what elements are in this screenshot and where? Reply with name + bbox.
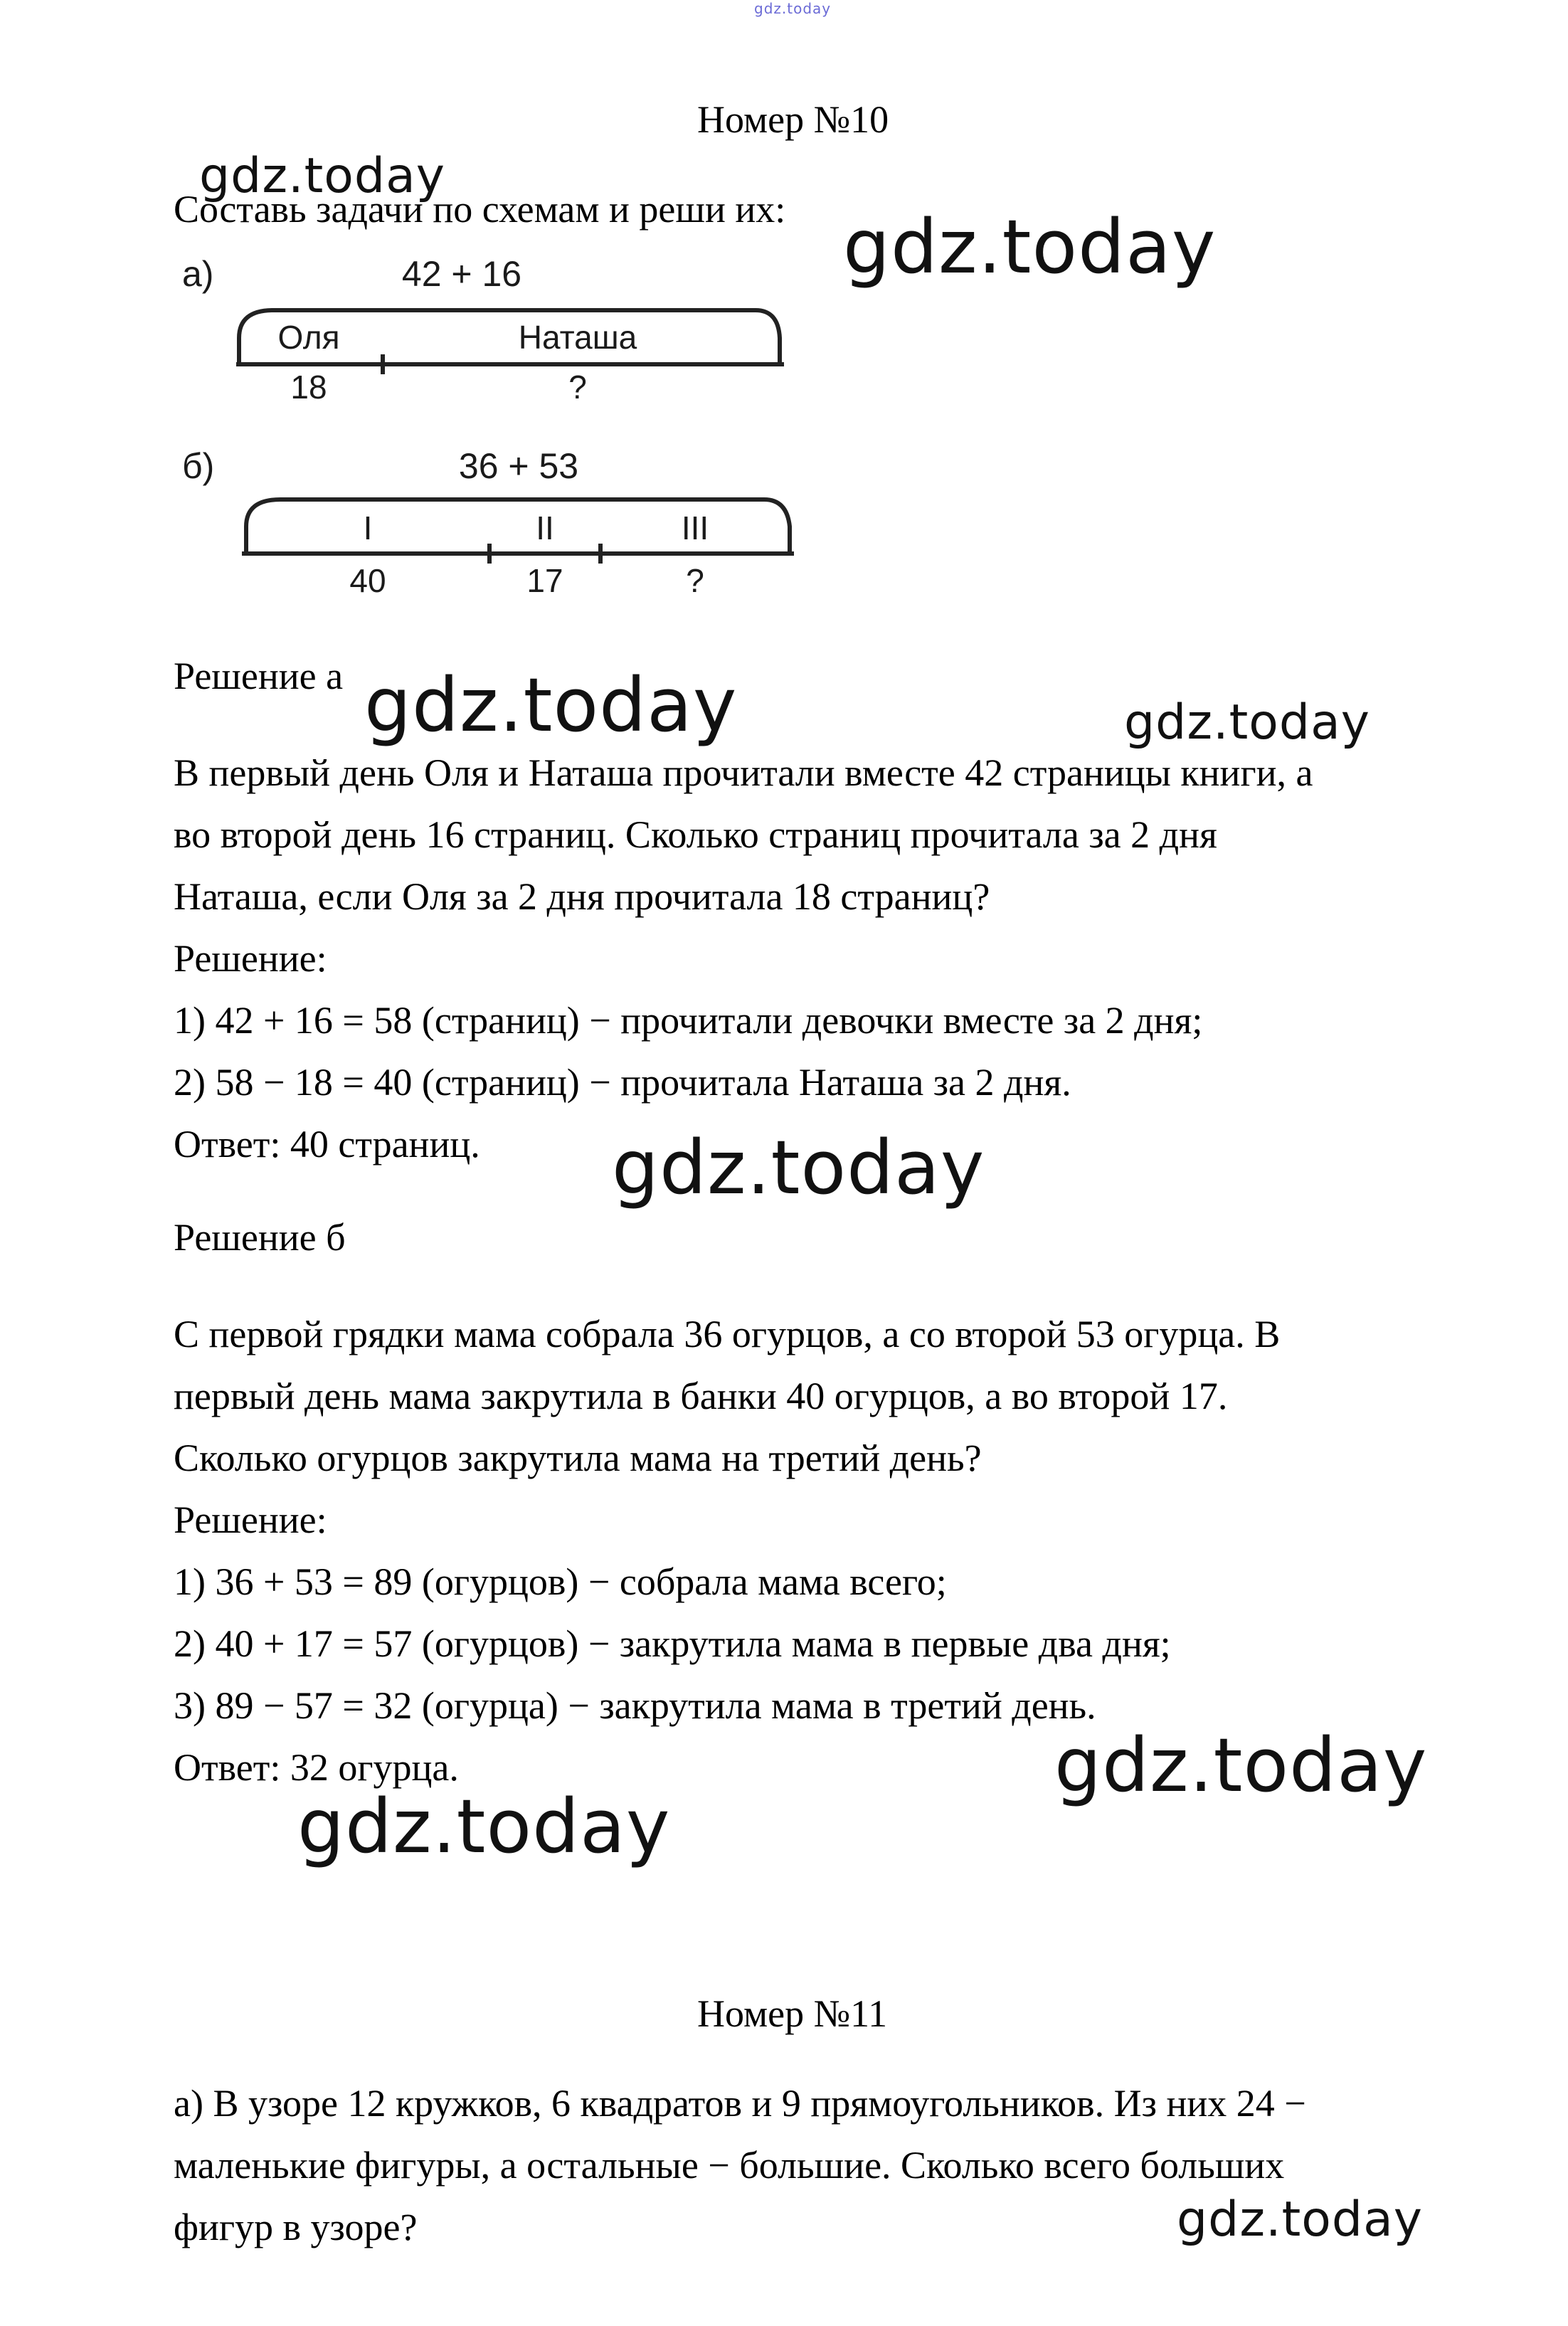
diagram-b-part2-value: 17 — [526, 562, 563, 599]
solution-a-heading: Решение а — [174, 655, 344, 697]
diagram-b — [174, 434, 814, 605]
diagram-b-total: 36 + 53 — [458, 446, 579, 486]
solution-a-text-line: Наташа, если Оля за 2 дня прочитала 18 страниц? — [174, 875, 990, 918]
watermark: gdz.today — [199, 148, 445, 204]
section-11-text-line: маленькие фигуры, а остальные − большие. Сколько всего больших — [174, 2144, 1285, 2187]
diagram-b-part2-name: II — [536, 509, 554, 546]
solution-a-step: 2) 58 − 18 = 40 (страниц) − прочитала Наташа за 2 дня. — [174, 1061, 1071, 1104]
diagram-b-part3-value: ? — [686, 562, 704, 599]
diagram-a-total: 42 + 16 — [401, 254, 522, 294]
header-watermark: gdz.today — [754, 0, 832, 17]
diagram-a-part1-name: Оля — [277, 319, 340, 356]
diagram-b-part1-name: I — [363, 509, 373, 546]
solution-b-text-line: Сколько огурцов закрутила мама на третий день? — [174, 1437, 982, 1479]
solution-b-text-line: первый день мама закрутила в банки 40 огурцов, а во второй 17. — [174, 1375, 1228, 1417]
section-11-title: Номер №11 — [697, 1992, 888, 2035]
solution-b-label: Решение: — [174, 1498, 327, 1541]
diagram-b-part1-value: 40 — [349, 562, 386, 599]
diagram-b-part3-name: III — [681, 509, 709, 546]
diagram-a-part2-value: ? — [568, 369, 587, 406]
watermark: gdz.today — [1124, 694, 1370, 751]
watermark: gdz.today — [1177, 2192, 1423, 2248]
section-11-text-line: фигур в узоре? — [174, 2206, 418, 2248]
solution-b-step: 1) 36 + 53 = 89 (огурцов) − собрала мама всего; — [174, 1560, 947, 1603]
solution-a-answer: Ответ: 40 страниц. — [174, 1123, 480, 1165]
diagram-b-label: б) — [182, 446, 215, 486]
diagram-a-part2-name: Наташа — [518, 319, 637, 356]
section-10-prompt: Составь задачи по схемам и реши их: — [174, 188, 786, 231]
solution-a-label: Решение: — [174, 937, 327, 980]
solution-a-text-line: во второй день 16 страниц. Сколько страниц прочитала за 2 дня — [174, 813, 1217, 856]
diagram-a-label: а) — [182, 254, 214, 294]
diagram-a — [174, 249, 814, 406]
solution-b-answer: Ответ: 32 огурца. — [174, 1746, 459, 1789]
watermark: gdz.today — [612, 1124, 985, 1211]
solution-b-step: 2) 40 + 17 = 57 (огурцов) − закрутила мама в первые два дня; — [174, 1622, 1171, 1665]
section-10-title: Номер №10 — [697, 98, 889, 141]
solution-b-heading: Решение б — [174, 1216, 346, 1259]
solution-b-step: 3) 89 − 57 = 32 (огурца) − закрутила мама в третий день. — [174, 1684, 1096, 1727]
watermark: gdz.today — [1054, 1722, 1428, 1809]
solution-b-text-line: С первой грядки мама собрала 36 огурцов, а со второй 53 огурца. В — [174, 1313, 1281, 1355]
watermark: gdz.today — [843, 203, 1217, 290]
watermark: gdz.today — [297, 1783, 671, 1870]
section-11-text-line: а) В узоре 12 кружков, 6 квадратов и 9 прямоугольников. Из них 24 − — [174, 2082, 1306, 2125]
solution-a-text-line: В первый день Оля и Наташа прочитали вместе 42 страницы книги, а — [174, 751, 1313, 794]
solution-a-step: 1) 42 + 16 = 58 (страниц) − прочитали девочки вместе за 2 дня; — [174, 999, 1203, 1042]
watermark: gdz.today — [364, 662, 738, 749]
diagram-a-part1-value: 18 — [290, 369, 327, 406]
